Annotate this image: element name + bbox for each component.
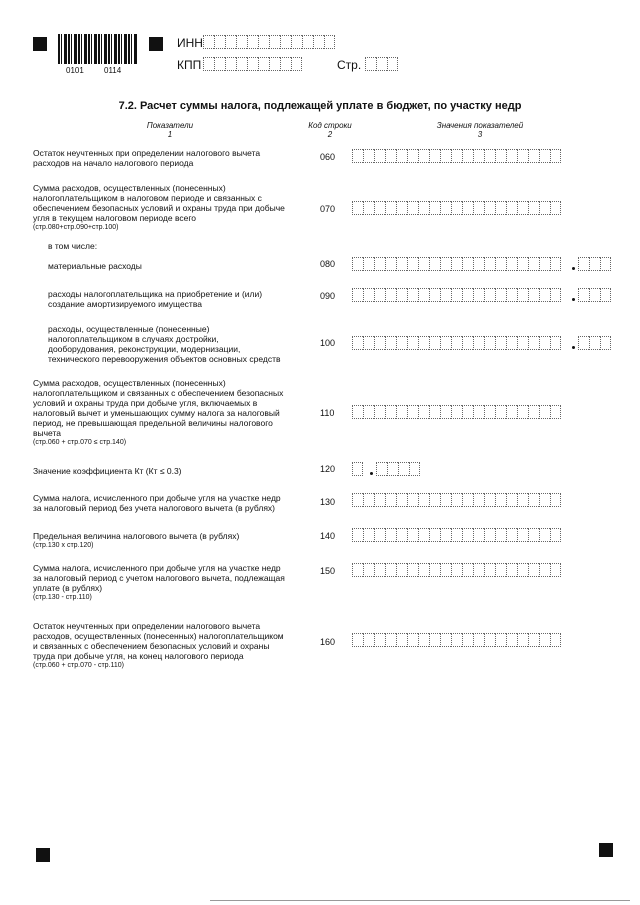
char-cell[interactable] [539,405,550,419]
char-cell[interactable] [462,201,473,215]
char-cell[interactable] [396,528,407,542]
value-field-160[interactable] [352,633,561,647]
char-cell[interactable] [203,35,214,49]
char-cell[interactable] [495,633,506,647]
char-cell[interactable] [440,563,451,577]
char-cell[interactable] [517,563,528,577]
row-label: Остаток неучтенных при определении налогового вычета расходов, осуществленных (понесенных) налогоплательщиком и связанных с обеспечением безопасных условий и охраны труда при добыче угля, на конец налогового периода (стр.060 + стр.070 - стр.110) [33,621,284,669]
char-cell[interactable] [495,257,506,271]
value-field-110[interactable] [352,405,561,419]
row-label: Предельная величина налогового вычета (в рублях) (стр.130 х стр.120) [33,531,240,549]
char-cell[interactable] [396,201,407,215]
row-formula: (стр.130 х стр.120) [33,542,94,549]
char-cell[interactable] [528,528,539,542]
char-cell[interactable] [203,57,214,71]
char-cell[interactable] [407,528,418,542]
char-cell[interactable] [407,563,418,577]
char-cell[interactable] [385,633,396,647]
char-cell[interactable] [550,633,561,647]
char-cell[interactable] [462,528,473,542]
char-cell[interactable] [429,563,440,577]
char-cell[interactable] [280,57,291,71]
char-cell[interactable] [451,149,462,163]
char-cell[interactable] [269,57,280,71]
char-cell[interactable] [578,336,589,350]
char-cell[interactable] [473,493,484,507]
char-cell[interactable] [385,493,396,507]
char-cell[interactable] [451,201,462,215]
char-cell[interactable] [418,633,429,647]
line-code: 070 [320,204,336,214]
char-cell[interactable] [484,257,495,271]
line-code: 130 [320,497,336,507]
row-label: в том числе: [48,241,98,251]
char-cell[interactable] [376,57,387,71]
value-field-080[interactable] [352,257,561,271]
value-field-130[interactable] [352,493,561,507]
char-cell[interactable] [280,35,291,49]
char-cell[interactable] [440,201,451,215]
char-cell[interactable] [495,201,506,215]
char-cell[interactable] [517,149,528,163]
char-cell[interactable] [517,288,528,302]
char-cell[interactable] [352,405,363,419]
inn-label: ИНН [177,36,203,50]
char-cell[interactable] [589,336,600,350]
line-code: 160 [320,637,336,647]
char-cell[interactable] [484,405,495,419]
char-cell[interactable] [517,633,528,647]
char-cell[interactable] [473,405,484,419]
char-cell[interactable] [429,201,440,215]
char-cell[interactable] [352,149,363,163]
registration-marker-bottom-left [36,848,50,862]
char-cell[interactable] [409,462,420,476]
char-cell[interactable] [429,493,440,507]
char-cell[interactable] [396,336,407,350]
char-cell[interactable] [517,257,528,271]
barcode-number-2: 0114 [104,66,122,75]
row-label: Сумма расходов, осуществленных (понесенных) налогоплательщиком и связанных с обеспечением безопасных условий и охраны труда при добыче угля, включаемых в налоговый вычет и уменьшающих сумму налога за налоговый период, не превышающая предельной величины налогового вычета (стр.060 + стр.070 ≤ стр.140) [33,378,284,446]
char-cell[interactable] [374,405,385,419]
decimal-point [370,472,373,475]
row-label: Сумма налога, исчисленного при добыче угля на участке недр за налоговый период без учета налогового вычета (в рублях) [33,493,281,513]
char-cell[interactable] [407,633,418,647]
char-cell[interactable] [550,405,561,419]
char-cell[interactable] [462,257,473,271]
char-cell[interactable] [407,149,418,163]
char-cell[interactable] [352,563,363,577]
char-cell[interactable] [495,405,506,419]
char-cell[interactable] [506,528,517,542]
char-cell[interactable] [506,563,517,577]
char-cell[interactable] [418,257,429,271]
char-cell[interactable] [396,257,407,271]
char-cell[interactable] [539,336,550,350]
char-cell[interactable] [528,288,539,302]
char-cell[interactable] [376,462,387,476]
char-cell[interactable] [387,57,398,71]
char-cell[interactable] [495,336,506,350]
char-cell[interactable] [539,257,550,271]
char-cell[interactable] [506,201,517,215]
char-cell[interactable] [418,563,429,577]
inn-field[interactable] [203,35,335,49]
char-cell[interactable] [517,405,528,419]
char-cell[interactable] [396,149,407,163]
char-cell[interactable] [528,149,539,163]
char-cell[interactable] [429,528,440,542]
char-cell[interactable] [429,149,440,163]
char-cell[interactable] [363,257,374,271]
char-cell[interactable] [539,633,550,647]
char-cell[interactable] [247,35,258,49]
char-cell[interactable] [484,336,495,350]
row-formula: (стр.060 + стр.070 - стр.110) [33,662,125,669]
line-code: 140 [320,531,336,541]
char-cell[interactable] [407,201,418,215]
decimal-point [572,298,575,301]
page-number-field[interactable] [365,57,398,71]
value-field-070[interactable] [352,201,561,215]
char-cell[interactable] [374,257,385,271]
line-code: 120 [320,464,336,474]
char-cell[interactable] [352,336,363,350]
char-cell[interactable] [539,528,550,542]
row-label: Значение коэффициента Кт (Кт ≤ 0.3) [33,466,182,476]
char-cell[interactable] [484,288,495,302]
char-cell[interactable] [363,405,374,419]
char-cell[interactable] [484,493,495,507]
char-cell[interactable] [528,201,539,215]
char-cell[interactable] [484,528,495,542]
char-cell[interactable] [550,563,561,577]
char-cell[interactable] [385,257,396,271]
char-cell[interactable] [473,257,484,271]
char-cell[interactable] [236,35,247,49]
char-cell[interactable] [396,288,407,302]
value-field-060[interactable] [352,149,561,163]
char-cell[interactable] [495,149,506,163]
char-cell[interactable] [600,288,611,302]
char-cell[interactable] [440,149,451,163]
char-cell[interactable] [407,405,418,419]
char-cell[interactable] [473,201,484,215]
row-label: расходы, осуществленные (понесенные) налогоплательщиком в случаях достройки, дооборудования, реконструкции, модернизации, технического перевооружения объектов основных средств [48,324,281,364]
char-cell[interactable] [473,288,484,302]
kpp-field[interactable] [203,57,302,71]
char-cell[interactable] [550,149,561,163]
char-cell[interactable] [600,336,611,350]
char-cell[interactable] [418,149,429,163]
char-cell[interactable] [506,633,517,647]
column-header-values: Значения показателей 3 [436,121,524,139]
char-cell[interactable] [352,257,363,271]
char-cell[interactable] [352,528,363,542]
char-cell[interactable] [352,288,363,302]
char-cell[interactable] [462,288,473,302]
char-cell[interactable] [539,149,550,163]
char-cell[interactable] [363,201,374,215]
char-cell[interactable] [418,493,429,507]
char-cell[interactable] [352,633,363,647]
char-cell[interactable] [473,633,484,647]
char-cell[interactable] [429,633,440,647]
char-cell[interactable] [550,257,561,271]
char-cell[interactable] [385,563,396,577]
line-code: 080 [320,259,336,269]
char-cell[interactable] [462,149,473,163]
char-cell[interactable] [374,336,385,350]
char-cell[interactable] [418,405,429,419]
value-field-090[interactable] [352,288,561,302]
char-cell[interactable] [374,633,385,647]
char-cell[interactable] [385,336,396,350]
char-cell[interactable] [589,257,600,271]
char-cell[interactable] [418,336,429,350]
char-cell[interactable] [462,563,473,577]
char-cell[interactable] [506,149,517,163]
char-cell[interactable] [495,288,506,302]
char-cell[interactable] [528,563,539,577]
char-cell[interactable] [589,288,600,302]
char-cell[interactable] [528,633,539,647]
char-cell[interactable] [495,528,506,542]
char-cell[interactable] [407,288,418,302]
decimal-field-100[interactable] [578,336,611,350]
char-cell[interactable] [324,35,335,49]
char-cell[interactable] [473,149,484,163]
char-cell[interactable] [451,288,462,302]
char-cell[interactable] [451,633,462,647]
char-cell[interactable] [291,35,302,49]
char-cell[interactable] [473,528,484,542]
char-cell[interactable] [440,257,451,271]
row-formula: (стр.080+стр.090+стр.100) [33,224,119,231]
char-cell[interactable] [396,633,407,647]
char-cell[interactable] [363,528,374,542]
char-cell[interactable] [550,493,561,507]
char-cell[interactable] [352,462,363,476]
char-cell[interactable] [291,57,302,71]
char-cell[interactable] [363,493,374,507]
char-cell[interactable] [407,336,418,350]
char-cell[interactable] [517,493,528,507]
bottom-rule [210,900,630,901]
row-formula: (стр.060 + стр.070 ≤ стр.140) [33,439,127,446]
char-cell[interactable] [517,336,528,350]
char-cell[interactable] [429,257,440,271]
char-cell[interactable] [440,405,451,419]
char-cell[interactable] [374,201,385,215]
decimal-point [572,267,575,270]
char-cell[interactable] [539,201,550,215]
char-cell[interactable] [258,35,269,49]
char-cell[interactable] [462,633,473,647]
char-cell[interactable] [506,336,517,350]
char-cell[interactable] [484,201,495,215]
char-cell[interactable] [451,493,462,507]
char-cell[interactable] [374,493,385,507]
row-label: Сумма расходов, осуществленных (понесенных) налогоплательщиком в налоговом периоде и связанных с обеспечением безопасных условий и охраны труда при добыче угля в текущем налоговом периоде всего (стр.080+стр.090+стр.100) [33,183,285,231]
line-code: 110 [320,408,335,418]
char-cell[interactable] [506,288,517,302]
char-cell[interactable] [550,288,561,302]
char-cell[interactable] [517,201,528,215]
char-cell[interactable] [352,201,363,215]
char-cell[interactable] [539,563,550,577]
char-cell[interactable] [550,336,561,350]
column-header-indicators: Показатели 1 [146,121,194,139]
char-cell[interactable] [385,149,396,163]
char-cell[interactable] [269,35,280,49]
char-cell[interactable] [484,633,495,647]
char-cell[interactable] [451,563,462,577]
column-header-line-code: Код строки 2 [308,121,352,139]
char-cell[interactable] [484,149,495,163]
char-cell[interactable] [214,57,225,71]
char-cell[interactable] [313,35,324,49]
char-cell[interactable] [225,35,236,49]
value-field-140[interactable] [352,528,561,542]
char-cell[interactable] [451,336,462,350]
char-cell[interactable] [451,528,462,542]
char-cell[interactable] [236,57,247,71]
char-cell[interactable] [473,336,484,350]
char-cell[interactable] [396,563,407,577]
decimal-field-080[interactable] [578,257,611,271]
kpp-label: КПП [177,58,202,72]
char-cell[interactable] [247,57,258,71]
value-field-150[interactable] [352,563,561,577]
char-cell[interactable] [429,405,440,419]
char-cell[interactable] [528,405,539,419]
page-label: Стр. [337,58,362,72]
barcode [58,34,138,64]
char-cell[interactable] [385,288,396,302]
char-cell[interactable] [418,201,429,215]
char-cell[interactable] [363,336,374,350]
char-cell[interactable] [550,201,561,215]
char-cell[interactable] [418,528,429,542]
decimal-field-090[interactable] [578,288,611,302]
char-cell[interactable] [398,462,409,476]
section-title: 7.2. Расчет суммы налога, подлежащей уплате в бюджет, по участку недр [118,100,522,112]
char-cell[interactable] [440,633,451,647]
char-cell[interactable] [396,493,407,507]
char-cell[interactable] [506,493,517,507]
line-code: 090 [320,291,336,301]
char-cell[interactable] [374,288,385,302]
decimal-point [572,346,575,349]
line-code: 150 [320,566,336,576]
char-cell[interactable] [484,563,495,577]
char-cell[interactable] [429,336,440,350]
char-cell[interactable] [440,288,451,302]
char-cell[interactable] [600,257,611,271]
char-cell[interactable] [578,257,589,271]
row-formula: (стр.130 - стр.110) [33,594,92,601]
char-cell[interactable] [429,288,440,302]
char-cell[interactable] [440,528,451,542]
char-cell[interactable] [363,149,374,163]
row-label: расходы налогоплательщика на приобретение и (или) создание амортизируемого имущества [48,289,263,309]
row-label: Сумма налога, исчисленного при добыче угля на участке недр за налоговый период с учетом налогового вычета, подлежащая уплате (в рублях) (стр.130 - стр.110) [33,563,285,601]
char-cell[interactable] [528,493,539,507]
registration-marker-top-right [149,37,163,51]
char-cell[interactable] [517,528,528,542]
char-cell[interactable] [418,288,429,302]
char-cell[interactable] [363,563,374,577]
value-field-100[interactable] [352,336,561,350]
registration-marker-top-left [33,37,47,51]
char-cell[interactable] [385,201,396,215]
char-cell[interactable] [506,257,517,271]
char-cell[interactable] [363,288,374,302]
char-cell[interactable] [506,405,517,419]
char-cell[interactable] [374,149,385,163]
char-cell[interactable] [365,57,376,71]
barcode-number-1: 0101 [66,66,84,75]
char-cell[interactable] [462,405,473,419]
char-cell[interactable] [578,288,589,302]
char-cell[interactable] [539,288,550,302]
char-cell[interactable] [214,35,225,49]
char-cell[interactable] [550,528,561,542]
char-cell[interactable] [539,493,550,507]
char-cell[interactable] [258,57,269,71]
char-cell[interactable] [374,528,385,542]
char-cell[interactable] [385,528,396,542]
row-label: материальные расходы [48,261,142,271]
char-cell[interactable] [385,405,396,419]
char-cell[interactable] [528,336,539,350]
char-cell[interactable] [363,633,374,647]
char-cell[interactable] [407,257,418,271]
decimal-field-120[interactable] [376,462,420,476]
char-cell[interactable] [528,257,539,271]
char-cell[interactable] [225,57,236,71]
value-field-120[interactable] [352,462,363,476]
row-label: Остаток неучтенных при определении налогового вычета расходов на начало налогового периода [33,148,261,168]
registration-marker-bottom-right [599,843,613,857]
char-cell[interactable] [451,405,462,419]
char-cell[interactable] [440,493,451,507]
char-cell[interactable] [440,336,451,350]
char-cell[interactable] [352,493,363,507]
line-code: 060 [320,152,336,162]
char-cell[interactable] [374,563,385,577]
char-cell[interactable] [462,336,473,350]
char-cell[interactable] [396,405,407,419]
char-cell[interactable] [302,35,313,49]
char-cell[interactable] [462,493,473,507]
char-cell[interactable] [407,493,418,507]
char-cell[interactable] [451,257,462,271]
char-cell[interactable] [473,563,484,577]
char-cell[interactable] [495,563,506,577]
line-code: 100 [320,338,336,348]
char-cell[interactable] [495,493,506,507]
char-cell[interactable] [387,462,398,476]
